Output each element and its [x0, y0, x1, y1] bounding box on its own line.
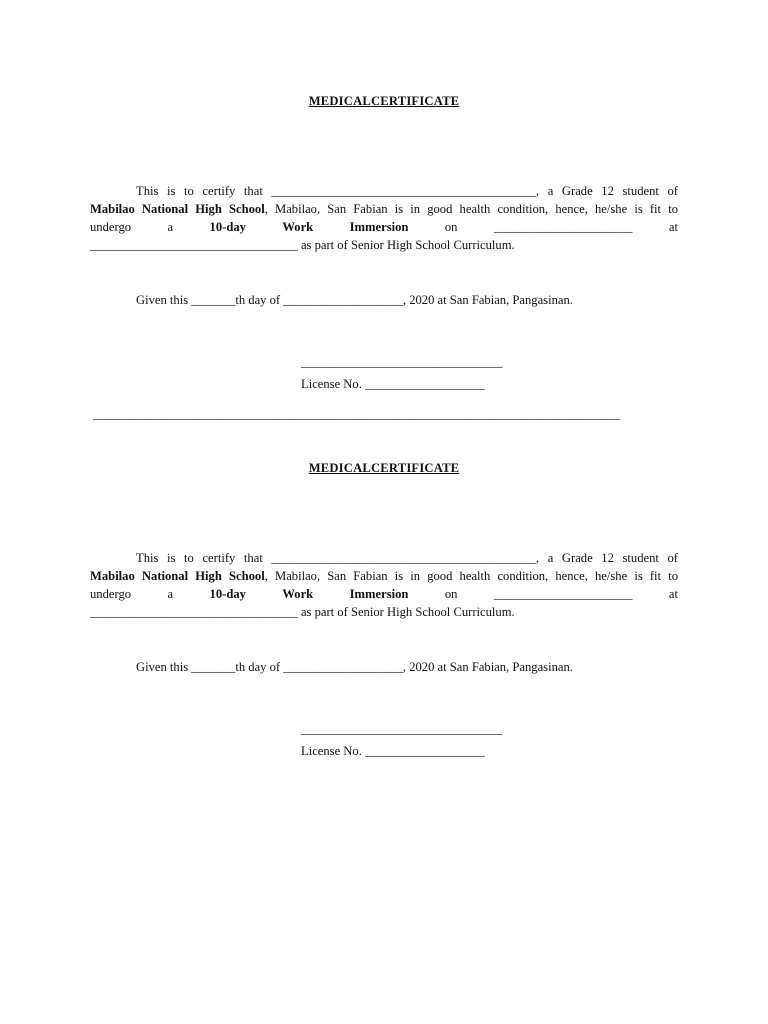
certify-text: This is to certify that — [136, 551, 263, 565]
health-text: , Mabilao, San Fabian is in good health condition, hence, he/she is fit to — [264, 569, 678, 583]
curriculum-text: as part of Senior High School Curriculum. — [297, 605, 515, 619]
undergo-text: undergo — [90, 220, 132, 234]
at-text: at — [668, 220, 678, 234]
body-line-2 — [90, 567, 678, 585]
body-line-4 — [90, 603, 678, 621]
body-line-1 — [90, 549, 678, 567]
date-blank: ______________________ — [493, 220, 633, 234]
grade-text: , a Grade 12 student of — [535, 551, 678, 565]
duration-text: 10-day — [209, 587, 246, 601]
body-line-2 — [90, 200, 678, 218]
work-text: Work — [282, 220, 314, 234]
immersion-text: Immersion — [349, 587, 409, 601]
medical-certificate-1 — [0, 0, 768, 421]
school-name: Mabilao National High School — [90, 202, 265, 216]
body-line-1 — [90, 182, 678, 200]
school-name: Mabilao National High School — [90, 569, 265, 583]
body-line-3 — [90, 218, 678, 236]
grade-text: , a Grade 12 student of — [535, 184, 678, 198]
certify-text: This is to certify that — [136, 184, 263, 198]
on-text: on — [444, 587, 458, 601]
signature-line: ________________________________ — [301, 722, 503, 736]
given-line: Given this _______th day of ___________________, 2020 at San Fabian, Pangasinan. — [136, 660, 573, 674]
license-number: License No. ___________________ — [301, 377, 485, 391]
certificate-title: MEDICALCERTIFICATE — [308, 94, 460, 108]
undergo-text: undergo — [90, 587, 132, 601]
at-text: at — [668, 587, 678, 601]
curriculum-text: as part of Senior High School Curriculum. — [297, 238, 515, 252]
health-text: , Mabilao, San Fabian is in good health condition, hence, he/she is fit to — [264, 202, 678, 216]
article-text: a — [167, 587, 174, 601]
given-line: Given this _______th day of ___________________, 2020 at San Fabian, Pangasinan. — [136, 293, 573, 307]
work-text: Work — [282, 587, 314, 601]
article-text: a — [167, 220, 174, 234]
on-text: on — [444, 220, 458, 234]
place-blank: _________________________________ — [90, 605, 298, 619]
date-blank: ______________________ — [493, 587, 633, 601]
license-number: License No. ___________________ — [301, 744, 485, 758]
body-line-3 — [90, 585, 678, 603]
student-name-blank: __________________________________________ — [271, 551, 536, 565]
certificate-body — [90, 549, 678, 621]
student-name-blank: __________________________________________ — [271, 184, 536, 198]
immersion-text: Immersion — [349, 220, 409, 234]
signature-line: ________________________________ — [301, 355, 503, 369]
medical-certificate-2 — [0, 367, 768, 758]
certificate-body — [90, 182, 678, 254]
cut-separator: _____________________________________________________________________________________ — [93, 407, 620, 421]
place-blank: _________________________________ — [90, 238, 298, 252]
certificate-title: MEDICALCERTIFICATE — [308, 461, 460, 475]
body-line-4 — [90, 236, 678, 254]
duration-text: 10-day — [209, 220, 246, 234]
